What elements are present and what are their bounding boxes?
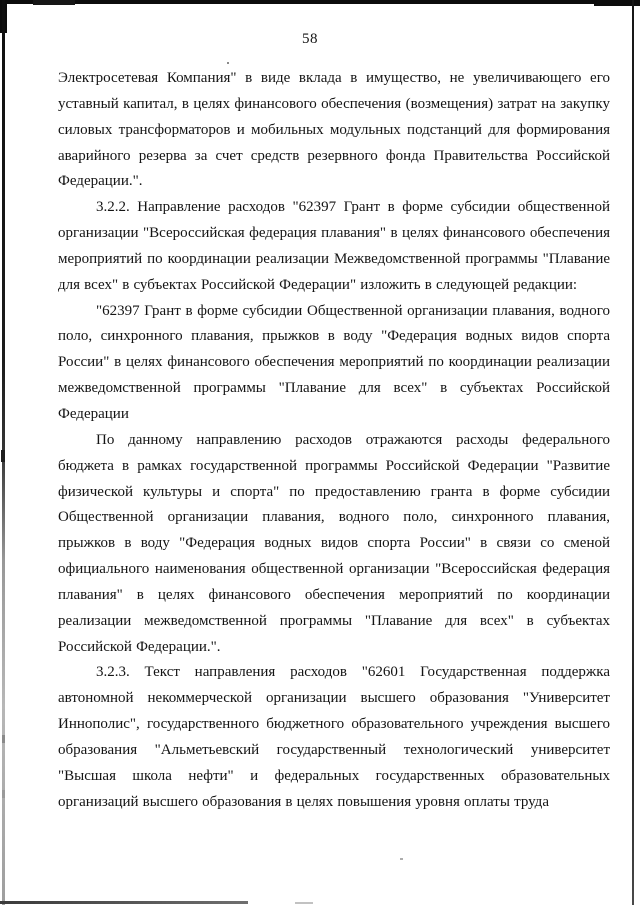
scan-edge-left-mark — [2, 790, 5, 798]
paragraph-62397-description: По данному направлению расходов отражаются расходы федерального бюджета в рамках государственной программы Российской Федерации "Развитие физической культуры и спорта" по предоставлению гранта в форме субсидии Общественной организации плавания, водного поло, синхронного плавания, прыжков в воду "Федерация водных видов спорта России" в связи со сменой официального наименования общественной организации "Всероссийская федерация плавания" в целях финансового обеспечения мероприятий по координации реализации межведомственной программы "Плавание для всех" в субъектах Российской Федерации.". — [58, 431, 610, 655]
page-number: 58 — [302, 31, 318, 47]
scan-noise-speck — [227, 62, 229, 64]
scan-edge-top — [0, 0, 640, 4]
paragraph-3-2-3: 3.2.3. Текст направления расходов "62601 Государственная поддержка автономной некоммерческой организации высшего образования "Университет Иннополис", государственного бюджетного образовательного учреждения высшего образования "Альметьевский государственный технологический университет "Высшая школа нефти" и федеральных государственных образовательных организаций высшего образования в целях повышения уровня оплаты труда — [58, 664, 610, 810]
scan-edge-right-line — [632, 0, 634, 905]
scan-edge-left-mark — [1, 450, 5, 462]
paragraph-continuation: Электросетевая Компания" в виде вклада в имущество, не увеличивающего его уставный капитал, в целях финансового обеспечения (возмещения) затрат на закупку силовых трансформаторов и мобильных модульных подстанций для формирования аварийного резерва за счет средств резервного фонда Правительства Российской Федерации.". — [58, 70, 610, 190]
scan-edge-left-mark — [2, 735, 5, 743]
scan-noise-speck — [400, 858, 403, 860]
scan-edge-bottom-mark — [295, 902, 313, 904]
scan-edge-bottom-line — [0, 901, 248, 904]
scan-edge-top-dash — [33, 0, 75, 5]
paragraph-62397-new-wording: "62397 Грант в форме субсидии Общественной организации плавания, водного поло, синхронного плавания, прыжков в воду "Федерация водных видов спорта России" в целях финансового обеспечения мероприятий по координации реализации межведомственной программы "Плавание для всех" в субъектах Российской Федерации — [58, 302, 610, 422]
paragraph-3-2-2: 3.2.2. Направление расходов "62397 Грант в форме субсидии общественной организации "Всероссийская федерация плавания" в целях финансового обеспечения мероприятий по координации реализации Межведомственной программы "Плавание для всех" в субъектах Российской Федерации" изложить в следующей редакции: — [58, 199, 610, 293]
document-body — [58, 66, 610, 815]
